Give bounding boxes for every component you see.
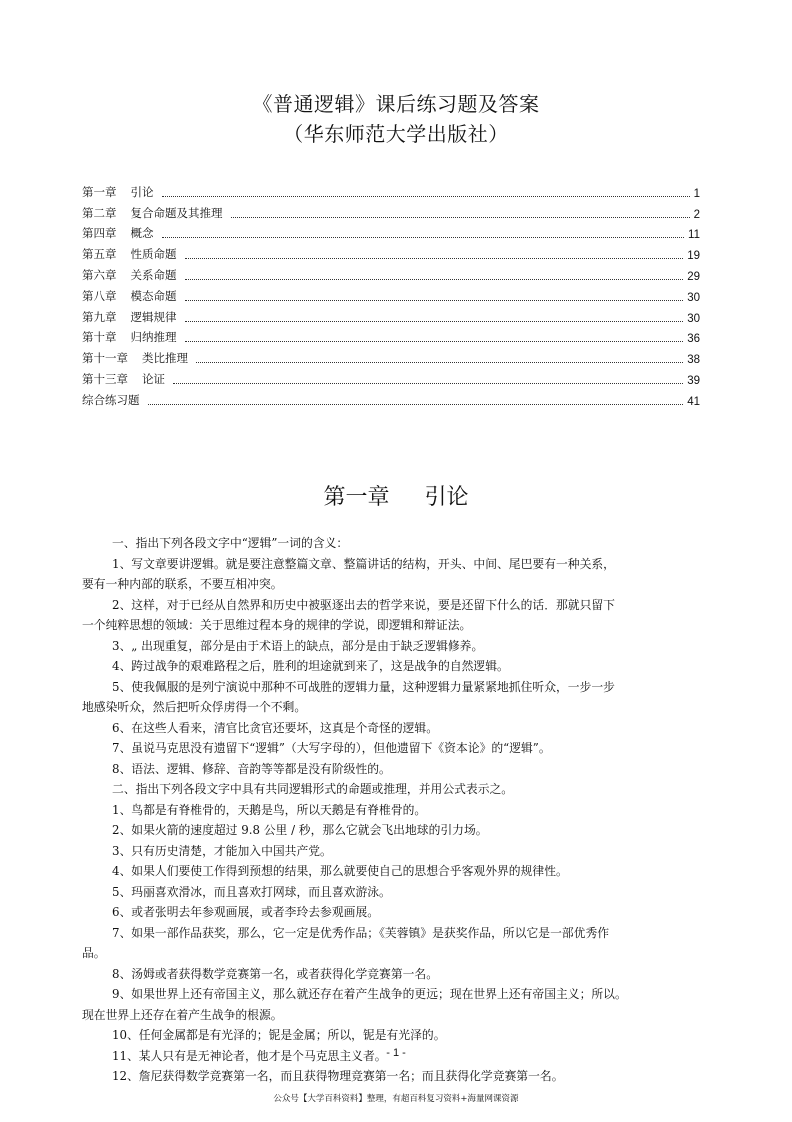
toc-title: 概念 (130, 226, 154, 241)
toc-leader-dots (185, 278, 684, 280)
body-line: 1、写文章要讲逻辑。就是要注意整篇文章、整篇讲话的结构，开头、中间、尾巴要有一种关系， (112, 556, 615, 571)
chapter-heading (0, 480, 792, 511)
toc-leader-dots (162, 195, 690, 197)
body-line: 7、如果一部作品获奖，那么，它一定是优秀作品；《芙蓉镇》是获奖作品，所以它是一部优秀作 (112, 925, 610, 940)
toc-leader-dots (173, 382, 683, 384)
toc-leader-dots (185, 320, 684, 322)
footer-note: 公众号【大学百科资料】整理，有超百科复习资料+海量网课资源 (273, 1094, 519, 1104)
toc-entry[interactable] (82, 283, 700, 304)
body-line: 12、詹尼获得数学竞赛第一名，而且获得物理竞赛第一名；而且获得化学竞赛第一名。 (112, 1069, 564, 1083)
body-line: 现在世界上还存在着产生战争的根源。 (82, 1007, 283, 1022)
toc-page-number: 30 (687, 291, 700, 304)
body-line: 2、这样，对于已经从自然界和历史中被驱逐出去的哲学来说，要是还留下什么的话．那就只留下 (112, 597, 615, 612)
body-line: 6、在这些人看来，清官比贪官还要坏，这真是个奇怪的逻辑。 (112, 720, 439, 735)
toc-leader-dots (162, 236, 685, 238)
toc-chapter: 第四章 (82, 226, 117, 241)
toc-title: 引论 (130, 184, 154, 199)
toc-entry[interactable] (82, 221, 700, 242)
body-line: 品。 (82, 946, 106, 960)
toc-page-number: 36 (687, 333, 700, 346)
toc-entry[interactable] (82, 304, 700, 325)
body-line: 8、语法、逻辑、修辞、音韵等等都是没有阶级性的。 (112, 761, 391, 776)
body-line: 11、某人只有是无神论者，他才是个马克思主义者。 (112, 1048, 387, 1063)
body-line: 要有一种内部的联系，不要互相冲突。 (82, 577, 283, 591)
body-line: 4、跨过战争的艰难路程之后，胜利的坦途就到来了，这是战争的自然逻辑。 (112, 659, 509, 673)
chapter-name: 引论 (424, 485, 469, 510)
toc-page-number: 29 (687, 270, 700, 283)
body-line: 4、如果人们要使工作得到预想的结果，那么就要使自己的思想合乎客观外界的规律性。 (112, 864, 568, 878)
toc-chapter: 第二章 (82, 205, 117, 220)
body-line: 二、指出下列各段文字中具有共同逻辑形式的命题或推理，并用公式表示之。 (112, 782, 514, 796)
toc-leader-dots (185, 299, 684, 301)
toc-chapter: 第十章 (82, 330, 117, 345)
page-number: - 1 - (386, 1047, 406, 1059)
document-title: 《普通逻辑》课后练习题及答案 (252, 92, 540, 116)
body-line: 一、指出下列各段文字中“逻辑”一词的含义： (112, 536, 349, 550)
toc-page-number: 30 (687, 312, 700, 325)
toc-title: 复合命题及其推理 (130, 205, 223, 220)
toc-entry[interactable] (82, 241, 700, 262)
toc-leader-dots (148, 403, 684, 405)
body-line: 6、或者张明去年参观画展，或者李玲去参观画展。 (112, 905, 380, 919)
table-of-contents (82, 179, 700, 408)
toc-chapter: 第九章 (82, 309, 117, 324)
toc-page-number: 39 (687, 374, 700, 387)
toc-leader-dots (231, 216, 690, 218)
toc-chapter: 第一章 (82, 184, 117, 199)
toc-title: 模态命题 (130, 288, 177, 303)
toc-entry[interactable] (82, 387, 700, 408)
toc-title: 逻辑规律 (130, 309, 177, 324)
toc-chapter: 综合练习题 (82, 392, 140, 407)
toc-title: 关系命题 (130, 267, 177, 282)
toc-page-number: 41 (687, 395, 700, 408)
body-line: 3、只有历史清楚，才能加入中国共产党。 (112, 843, 332, 858)
toc-page-number: 11 (688, 229, 700, 242)
body-line: 7、虽说马克思没有遗留下“逻辑”（大写字母的），但他遗留下《资本论》的“逻辑”。 (112, 741, 551, 755)
toc-title: 归纳推理 (130, 330, 177, 345)
body-line: 地感染听众，然后把听众俘虏得一个不剩。 (82, 700, 307, 714)
body-line: 9、如果世界上还有帝国主义，那么就还存在着产生战争的更远；现在世界上还有帝国主义；所以。 (112, 987, 627, 1001)
body-line: 8、汤姆或者获得数学竞赛第一名，或者获得化学竞赛第一名。 (112, 966, 439, 981)
toc-entry[interactable] (82, 366, 700, 387)
body-line: 10、任何金属都是有光泽的；铌是金属；所以，铌是有光泽的。 (112, 1028, 446, 1042)
toc-page-number: 2 (693, 208, 700, 221)
toc-title: 论证 (142, 371, 165, 386)
toc-page-number: 1 (693, 187, 700, 200)
toc-title: 性质命题 (130, 247, 177, 262)
body-line: 2、如果火箭的速度超过 9.8 公里 / 秒，那么它就会飞出地球的引力场。 (112, 823, 488, 837)
toc-chapter: 第十三章 (82, 371, 128, 386)
body-line: 1、鸟都是有脊椎骨的，天鹅是鸟，所以天鹅是有脊椎骨的。 (112, 802, 427, 817)
chapter-number: 第一章 (323, 485, 390, 510)
toc-leader-dots (185, 257, 684, 259)
body-line: 5、玛丽喜欢滑冰，而且喜欢打网球，而且喜欢游泳。 (112, 884, 391, 899)
toc-leader-dots (185, 340, 684, 342)
toc-entry[interactable] (82, 345, 700, 366)
toc-chapter: 第五章 (82, 247, 117, 262)
toc-entry[interactable] (82, 200, 700, 221)
toc-title: 类比推理 (142, 351, 188, 366)
body-line: 一个纯粹思想的领域：关于思维过程本身的规律的学说，即逻辑和辩证法。 (82, 618, 472, 632)
toc-chapter: 第八章 (82, 288, 117, 303)
toc-entry[interactable] (82, 262, 700, 283)
body-line: 5、使我佩服的是列宁演说中那种不可战胜的逻辑力量，这种逻辑力量紧紧地抓住听众，一步一步 (112, 679, 615, 694)
toc-chapter: 第十一章 (82, 351, 128, 366)
body-line: 3、„ 出现重复，部分是由于术语上的缺点，部分是由于缺乏逻辑修养。 (112, 638, 484, 653)
toc-page-number: 19 (687, 250, 700, 263)
toc-entry[interactable] (82, 325, 700, 346)
chapter-body (82, 533, 712, 1087)
toc-leader-dots (196, 361, 683, 363)
document-subtitle: （华东师范大学出版社） (283, 122, 509, 146)
toc-chapter: 第六章 (82, 267, 117, 282)
toc-page-number: 38 (687, 354, 700, 367)
toc-entry[interactable] (82, 179, 700, 200)
